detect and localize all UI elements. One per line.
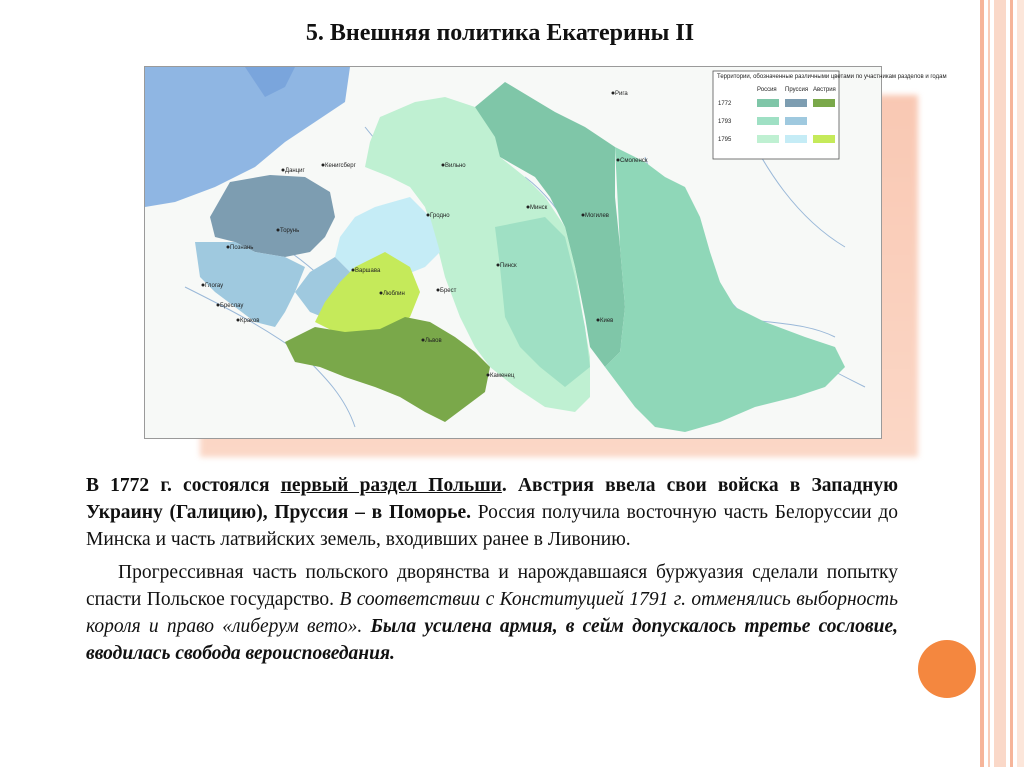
city-label: Вильно (445, 163, 466, 169)
city-label: Львов (425, 338, 442, 344)
para1-tail: Россия получила восточную часть Белоруссии до Минска и часть латвийских земель, входивших ранее в Ливонию. (86, 502, 899, 550)
para1-mid: . Австрия ввела свои войска в Западную Украину (Галицию), Пруссия – в Поморье. (86, 475, 898, 523)
text-body (86, 472, 898, 673)
legend-header-austria: Австрия (813, 87, 836, 93)
city-label: Киев (600, 318, 614, 324)
russia-1793-east (605, 147, 845, 432)
legend-swatch (757, 99, 779, 107)
city-label: Бреслау (220, 303, 244, 309)
decorative-circle (918, 640, 976, 698)
austria-1772 (285, 317, 490, 422)
legend-header-russia: Россия (757, 87, 777, 93)
city-label: Брест (440, 288, 457, 294)
legend-year-1795: 1795 (718, 137, 732, 143)
city-label: Рига (615, 91, 628, 97)
partition-map (144, 66, 947, 439)
decorative-stripes (980, 0, 1024, 767)
city-label: Торунь (280, 228, 300, 234)
city-label: Кенигсберг (325, 163, 356, 169)
legend-swatch (813, 135, 835, 143)
legend-swatch (785, 135, 807, 143)
para2-bold-italic: Была усилена армия, в сейм допускалось третье сословие, вводилась свобода вероисповедания. (86, 616, 898, 664)
legend-swatch (757, 135, 779, 143)
city-label: Каменец (490, 373, 515, 379)
para2-italic: В соответствии с Конституцией 1791 г. отменялись выборность короля и право «либерум вето». (86, 589, 898, 637)
city-label: Познань (230, 245, 254, 251)
legend-swatch (813, 99, 835, 107)
paragraph-2 (86, 559, 898, 667)
legend-swatch (785, 99, 807, 107)
city-label: Смоленск (620, 158, 648, 164)
city-label: Люблин (383, 291, 405, 297)
city-label: Глогау (205, 283, 224, 289)
legend-swatch (757, 117, 779, 125)
legend-year-1772: 1772 (718, 101, 732, 107)
city-label: Данциг (285, 168, 305, 174)
legend-swatch (785, 117, 807, 125)
city-label: Краков (240, 318, 260, 324)
paragraph-1 (86, 472, 898, 553)
city-label: Варшава (355, 268, 381, 274)
page-title: 5. Внешняя политика Екатерины II (305, 20, 695, 46)
city-label: Гродно (430, 213, 450, 219)
para2-plain: Прогрессивная часть польского дворянства и нарождавшаяся буржуазия сделали попытку спасти Польское государство. (86, 562, 898, 610)
city-label: Пинск (500, 263, 517, 269)
legend-caption: Территории, обозначенные различными цветами по участникам разделов и годам (717, 74, 947, 80)
para1-lead: В 1772 г. состоялся (86, 475, 281, 496)
legend-year-1793: 1793 (718, 119, 732, 125)
first-partition-link[interactable]: первый раздел Польши (280, 475, 502, 496)
city-label: Минск (530, 205, 548, 211)
city-label: Могилев (585, 213, 609, 219)
map-svg (145, 67, 947, 438)
legend-header-prussia: Пруссия (785, 87, 809, 93)
